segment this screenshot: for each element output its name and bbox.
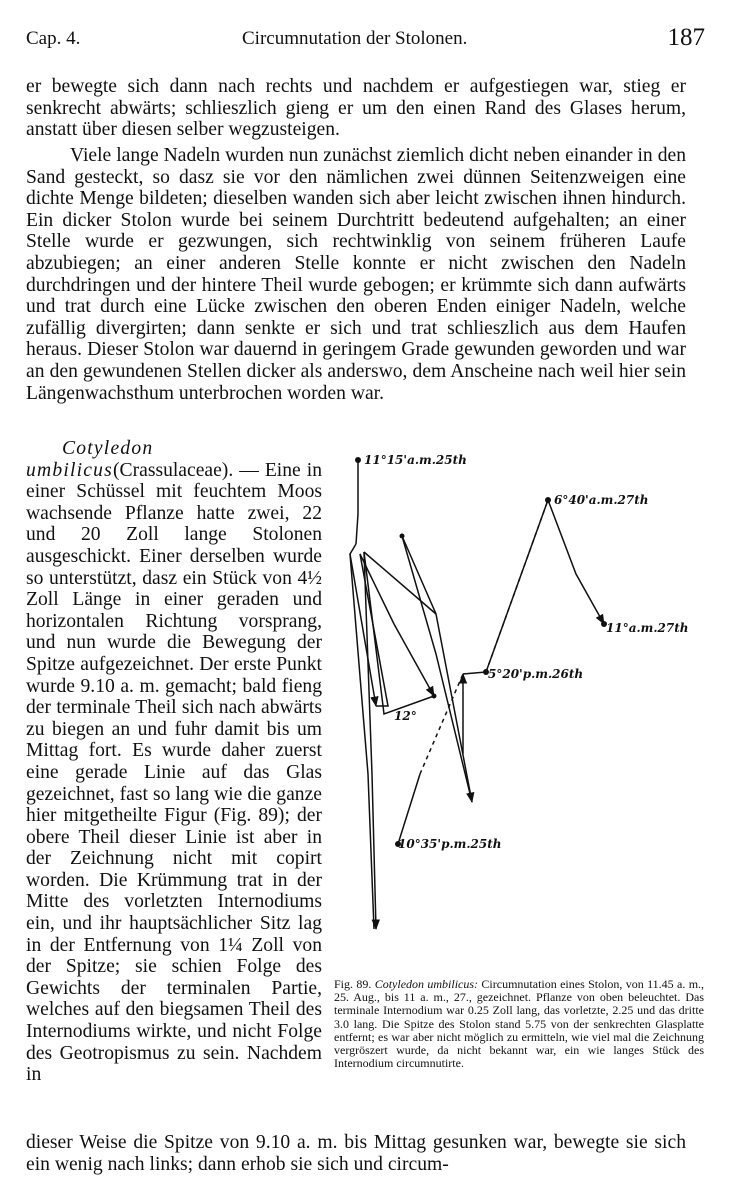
trace-segment [486,500,604,672]
species-name: Cotyledon umbilicus [26,438,154,481]
label-night: 10°35'p.m.25th [398,837,502,851]
running-title: Circumnutation der Stolonen. [242,28,468,49]
caption-species: Cotyledon umbilicus: [374,977,479,991]
figure-89-tracing [336,444,706,979]
label-end: 11°a.m.27th [606,621,689,635]
caption-text: Circumnutation eines Stolon, von 11.45 a. m., 25. Aug., bis 11 a. m., 27., gezeichnet. Pflanze von oben beleuchtet. Das terminale Internodium war 0.25 Zoll lang, das vorletzte, 2.25 und das dritte 3.0 lang. Die Spitze des Stolon stand 5.75 von der senkrechten Glasplatte entfernt; es war aber nicht möglich zu ermitteln, wie viel mal die Zeichnung vergröszert wurde, da nicht bekannt war, ein wie langes Stück des Internodium circumnutirte. [334,977,705,1071]
trace-segment [398,774,420,844]
point-junction [432,694,437,699]
label-noon: 12° [394,709,417,723]
trace-segment [402,536,472,802]
label-start: 11°15'a.m.25th [364,453,467,467]
point-start [355,457,361,463]
trace-lines [350,460,604,929]
circumnutation-diagram [336,444,706,979]
label-mid-right: 6°40'a.m.27th [554,493,649,507]
trace-points [355,457,607,847]
paragraph-2: Viele lange Nadeln wurden nun zunächst ziemlich dicht neben einander in den Sand gesteckt, so dasz sie vor den nämlichen zwei dünnen Seitenzweigen eine dichte Menge bildeten; dieselben wanden sich aber leicht zwischen ihnen hindurch. Ein dicker Stolon wurde bei seinem Durchtritt bedeutend aufgehalten; an einer Stelle wurde er gezwungen, sich rechtwinklig von seinem früheren Laufe abzubiegen; an einer anderen Stelle konnte er nicht zwischen den Nadeln durchdringen und der hintere Theil wurde gebogen; er krümmte sich dann aufwärts und trat durch eine Lücke zwischen den oberen Enden einiger Nadeln, welche zufällig divergirten; dann senkte er sich und trat schlieszlich aus dem Haufen heraus. Dieser Stolon war dauernd in geringem Grade gewunden geworden und war an den gewundenen Stellen dicker als anderswo, dem Anscheine nach weil hier sein Längenwachsthum unterbrochen worden war. [26,145,686,404]
caption-prefix: Fig. 89. [334,977,372,991]
point-mid-right [545,497,551,503]
page-number: 187 [667,24,705,51]
paragraph-1: er bewegte sich dann nach rechts und nachdem er aufgestiegen war, stieg er senkrecht abwärts; schlieszlich gieng er um den einen Rand des Glases herum, anstatt über diesen selber wegzusteigen. [26,76,686,141]
paragraph-3-text: (Crassulaceae). — Eine in einer Schüssel mit feuchtem Moos wachsende Pflanze hatte zwei, 22 und 20 Zoll lange Stolonen ausgeschickt. Einer derselben wurde so unterstützt, dasz ein Stück von 4½ Zoll Länge in einer geraden und horizontalen Richtung vorsprang, und nun wurde die Bewegung der Spitze aufgezeichnet. Der erste Punkt wurde 9.10 a. m. gemacht; bald fieng der terminale Theil sich nach abwärts zu biegen an und fuhr damit bis um Mittag fort. Es wurde daher zuerst eine gerade Linie auf das Glas gezeichnet, fast so lang wie die ganze hier mitgetheilte Figur (Fig. 89); der obere Theil dieser Linie ist aber in der Zeichnung nicht mit copirt worden. Die Krümmung trat in der Mitte des vorletzten Internodiums ein, und ihr hauptsächlicher Sitz lag in der Entfernung von 1¼ Zoll von der Spitze; sie schien Folge des Gewichts der terminalen Partie, welches auf den biegsamen Theil des Internodiums wirkte, und nicht Folge des Geotropismus zu sein. Nachdem in [26,459,322,1086]
trace-segment [402,536,472,802]
figure-caption [334,978,704,1070]
point-junction [400,534,405,539]
trace-segment [356,514,358,544]
trace-segment-dashed [486,500,548,672]
paragraph-3 [26,438,322,1086]
trace-segment [463,672,486,674]
running-header [26,26,705,56]
paragraph-4: dieser Weise die Spitze von 9.10 a. m. bis Mittag gesunken war, bewegte sie sich ein wenig nach links; dann erhob sie sich und circum- [26,1132,686,1175]
dashed-trace [420,500,548,774]
chapter-label: Cap. 4. [26,28,81,49]
label-evening: 5°20'p.m.26th [488,667,584,681]
